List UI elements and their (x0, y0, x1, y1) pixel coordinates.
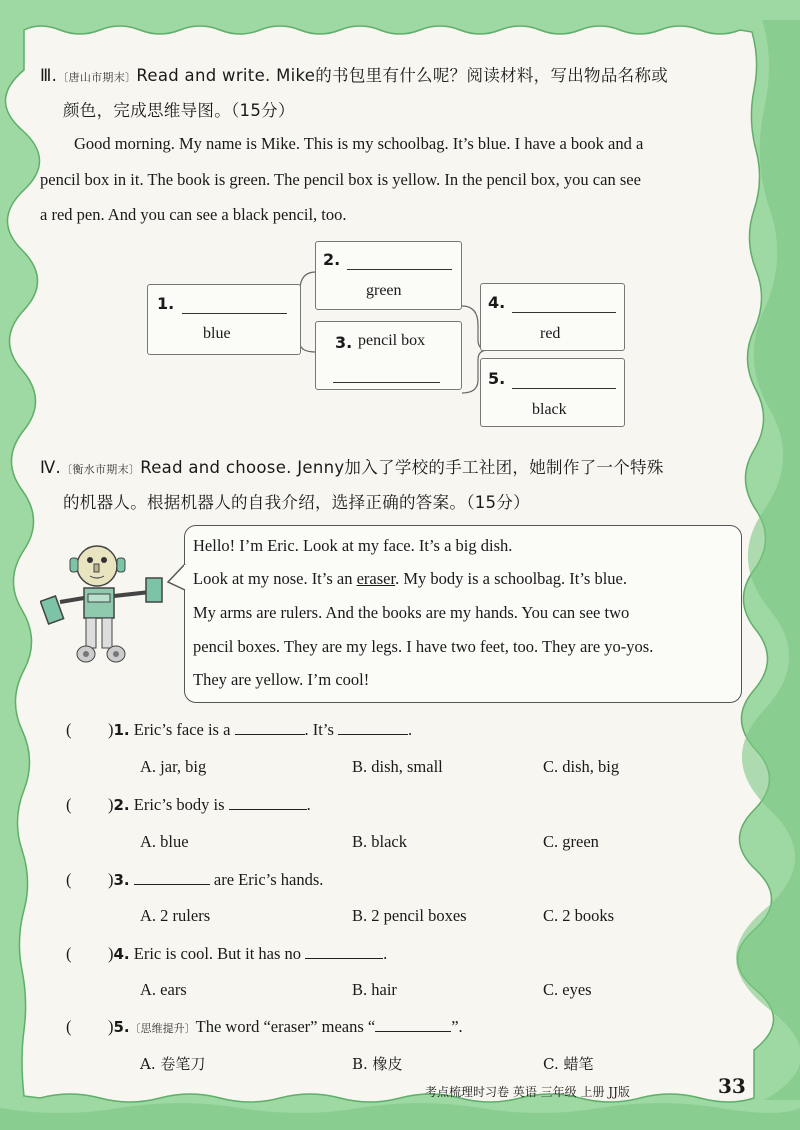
q5-blank[interactable] (375, 1031, 451, 1032)
q3-option-b[interactable]: B. 2 pencil boxes (352, 906, 467, 925)
q2-option-b[interactable]: B. black (352, 832, 407, 851)
bubble-tail (166, 560, 188, 600)
q4-answer-paren[interactable] (66, 944, 72, 964)
q1-option-c[interactable]: C. dish, big (543, 757, 620, 776)
q2-option-a[interactable]: A. blue (140, 832, 189, 851)
section4-title-line2: 的机器人。根据机器人的自我介绍，选择正确的答案。（15分） (63, 493, 530, 512)
q2-answer-paren[interactable] (66, 795, 72, 815)
q4-option-b[interactable]: B. hair (352, 980, 397, 999)
section3-title: Read and write. Mike的书包里有什么呢？阅读材料，写出物品名称或 (136, 66, 669, 85)
q5-stem (108, 1017, 463, 1037)
q5-option-b[interactable]: B. 橡皮 (352, 1055, 403, 1073)
q4-text-a: Eric is cool. But it has no (133, 944, 306, 963)
q1-blank-2[interactable] (338, 734, 408, 735)
q1-stem (108, 720, 412, 740)
q2-paren-open: ( (66, 795, 72, 814)
q3-number: 3. (113, 871, 130, 889)
q1-answer-paren[interactable] (66, 720, 72, 740)
q5-text-b: ”. (451, 1017, 463, 1036)
q4-stem (108, 944, 387, 964)
q3-answer-paren[interactable] (66, 870, 72, 890)
mindmap-text-5: black (532, 401, 567, 418)
mindmap-blank-2[interactable] (347, 269, 452, 270)
bubble-line-4: pencil boxes. They are my legs. I have two feet, too. They are yo-yos. (193, 637, 654, 656)
bubble-line-1: Hello! I’m Eric. Look at my face. It’s a big dish. (193, 536, 513, 555)
q5-paren-open: ( (66, 1017, 72, 1036)
section3-title-line2: 颜色，完成思维导图。（15分） (63, 101, 295, 120)
q5-option-c[interactable]: C. 蜡笔 (543, 1055, 594, 1073)
section4-heading (40, 454, 664, 478)
section4-title: Read and choose. Jenny加入了学校的手工社团，她制作了一个特殊 (140, 458, 664, 477)
bubble-line-2-pre: Look at my nose. It’s an (193, 569, 357, 588)
q1-option-b[interactable]: B. dish, small (352, 757, 443, 776)
q3-paren-open: ( (66, 870, 72, 889)
underlined-word-eraser: eraser (356, 569, 396, 588)
mindmap-blank-4[interactable] (512, 312, 616, 313)
q1-text-c: . (408, 720, 413, 739)
mindmap-text-4: red (540, 325, 561, 342)
q5-option-a[interactable]: A. 卷笔刀 (140, 1055, 206, 1073)
footer-text: 考点梳理时习卷 英语 三年级 上册 JJ版 (425, 1085, 630, 1099)
mindmap-blank-3[interactable] (333, 382, 440, 383)
q1-text-a: Eric’s face is a (133, 720, 235, 739)
section3-numeral: Ⅲ. (40, 66, 58, 85)
section3-source: 〔唐山市期末〕 (57, 71, 137, 84)
mindmap-blank-5[interactable] (512, 388, 616, 389)
q2-number: 2. (113, 796, 130, 814)
q3-text-b: are Eric’s hands. (209, 870, 324, 889)
q1-blank-1[interactable] (235, 734, 305, 735)
q2-stem (108, 795, 311, 815)
q1-option-a[interactable]: A. jar, big (140, 757, 207, 776)
q4-number: 4. (113, 945, 130, 963)
q2-text-a: Eric’s body is (133, 795, 229, 814)
q4-paren-close: ) (108, 944, 114, 963)
q4-paren-open: ( (66, 944, 72, 963)
q5-text-a: The word “eraser” means “ (195, 1017, 376, 1036)
robot-illustration (40, 540, 180, 670)
q2-option-c[interactable]: C. green (543, 832, 599, 851)
q4-text-b: . (383, 944, 388, 963)
q3-stem (108, 870, 323, 890)
q3-option-a[interactable]: A. 2 rulers (140, 906, 211, 925)
mindmap-text-1: blue (203, 325, 231, 342)
q1-paren-close: ) (108, 720, 114, 739)
q1-text-b: . It’s (304, 720, 339, 739)
bubble-line-5: They are yellow. I’m cool! (193, 670, 370, 689)
q5-answer-paren[interactable] (66, 1017, 72, 1037)
q5-tag: 〔思维提升〕 (129, 1022, 196, 1035)
q3-option-c[interactable]: C. 2 books (543, 906, 615, 925)
q5-paren-close: ) (108, 1017, 114, 1036)
page-number: 33 (718, 1074, 746, 1098)
q2-blank[interactable] (229, 809, 307, 810)
mindmap-num-3: 3. (335, 333, 353, 352)
section4-numeral: Ⅳ. (40, 458, 62, 477)
passage-line-1: Good morning. My name is Mike. This is my schoolbag. It’s blue. I have a book and a (74, 134, 644, 153)
mindmap-text-2: green (366, 282, 402, 299)
bubble-line-2-post: . My body is a schoolbag. It’s blue. (395, 569, 627, 588)
passage-line-3: a red pen. And you can see a black pencil, too. (40, 205, 347, 224)
q2-paren-close: ) (108, 795, 114, 814)
q3-paren-close: ) (108, 870, 114, 889)
passage-line-2: pencil box in it. The book is green. The pencil box is yellow. In the pencil box, you can see (40, 170, 641, 189)
q2-text-b: . (306, 795, 311, 814)
mindmap-num-5: 5. (488, 369, 506, 388)
q3-blank[interactable] (134, 884, 210, 885)
mindmap-num-4: 4. (488, 293, 506, 312)
q4-option-c[interactable]: C. eyes (543, 980, 592, 999)
mindmap-num-2: 2. (323, 250, 341, 269)
q4-blank[interactable] (305, 958, 383, 959)
section4-source: 〔衡水市期末〕 (61, 463, 141, 476)
q5-number: 5. (113, 1018, 130, 1036)
mindmap-num-1: 1. (157, 294, 175, 313)
mindmap-blank-1[interactable] (182, 313, 287, 314)
bubble-line-3: My arms are rulers. And the books are my hands. You can see two (193, 603, 630, 622)
q1-number: 1. (113, 721, 130, 739)
q1-paren-open: ( (66, 720, 72, 739)
mindmap-text-3: pencil box (358, 332, 426, 349)
bubble-line-2 (193, 569, 627, 589)
q4-option-a[interactable]: A. ears (140, 980, 187, 999)
